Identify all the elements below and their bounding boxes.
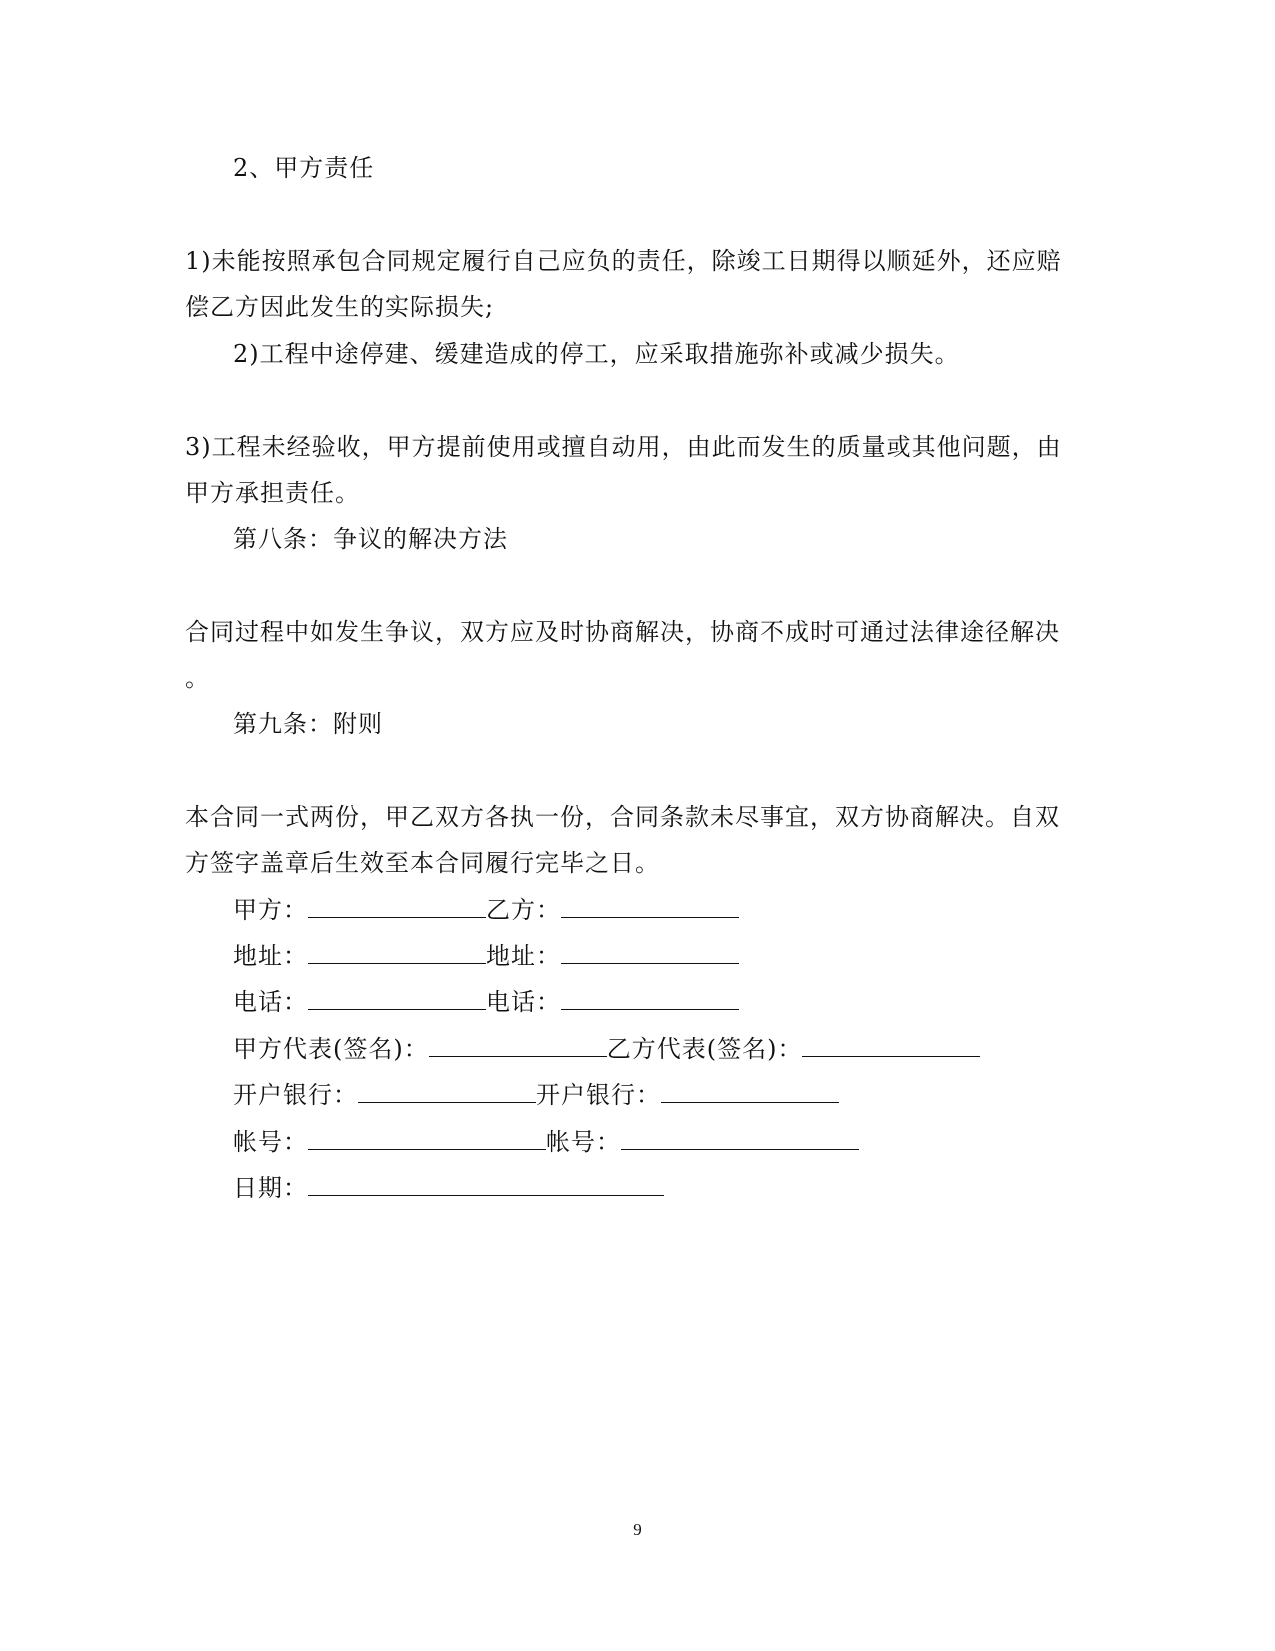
date-label: 日期： <box>233 1174 308 1202</box>
account-b-blank <box>621 1131 859 1150</box>
account-a-blank <box>308 1131 546 1150</box>
address-b-blank <box>561 945 739 964</box>
account-a-label: 帐号： <box>233 1128 308 1156</box>
article-9-title: 第九条：附则 <box>233 710 383 738</box>
party-a-label: 甲方： <box>233 896 308 924</box>
item-2: 2)工程中途停建、缓建造成的停工，应采取措施弥补或减少损失。 <box>233 340 960 368</box>
article-9-line-1: 本合同一式两份，甲乙双方各执一份，合同条款未尽事宜，双方协商解决。自双 <box>185 803 1060 831</box>
item-3-line-2: 甲方承担责任。 <box>185 479 360 507</box>
phone-b-label: 电话： <box>486 988 561 1016</box>
date-blank <box>308 1177 664 1196</box>
phone-a-blank <box>308 991 486 1010</box>
signature-row-party <box>233 895 739 925</box>
signature-row-date <box>233 1173 664 1203</box>
signature-row-account <box>233 1127 859 1157</box>
rep-a-label: 甲方代表(签名)： <box>233 1035 429 1063</box>
bank-b-label: 开户银行： <box>536 1081 661 1109</box>
item-1-line-1: 1)未能按照承包合同规定履行自己应负的责任，除竣工日期得以顺延外，还应赔 <box>185 247 1062 275</box>
bank-a-label: 开户银行： <box>233 1081 358 1109</box>
signature-row-bank <box>233 1080 839 1110</box>
address-a-label: 地址： <box>233 942 308 970</box>
phone-a-label: 电话： <box>233 988 308 1016</box>
section-heading: 2、甲方责任 <box>233 154 375 182</box>
item-1-line-2: 偿乙方因此发生的实际损失; <box>185 293 495 321</box>
address-a-blank <box>308 945 486 964</box>
bank-b-blank <box>661 1084 839 1103</box>
signature-row-representative <box>233 1034 980 1064</box>
phone-b-blank <box>561 991 739 1010</box>
rep-b-label: 乙方代表(签名)： <box>606 1035 803 1063</box>
party-a-blank <box>308 899 486 918</box>
signature-row-phone <box>233 987 739 1017</box>
article-9-line-2: 方签字盖章后生效至本合同履行完毕之日。 <box>185 849 660 877</box>
article-8-title: 第八条：争议的解决方法 <box>233 525 508 553</box>
signature-row-address <box>233 941 739 971</box>
account-b-label: 帐号： <box>546 1128 621 1156</box>
article-8-line-2: 。 <box>185 664 210 692</box>
rep-b-blank <box>802 1038 980 1057</box>
bank-a-blank <box>358 1084 536 1103</box>
article-8-line-1: 合同过程中如发生争议，双方应及时协商解决，协商不成时可通过法律途径解决 <box>185 618 1060 646</box>
rep-a-blank <box>429 1038 607 1057</box>
item-3-line-1: 3)工程未经验收，甲方提前使用或擅自动用，由此而发生的质量或其他问题，由 <box>185 433 1062 461</box>
address-b-label: 地址： <box>486 942 561 970</box>
page-number: 9 <box>633 1520 642 1539</box>
party-b-label: 乙方： <box>486 896 561 924</box>
party-b-blank <box>561 899 739 918</box>
